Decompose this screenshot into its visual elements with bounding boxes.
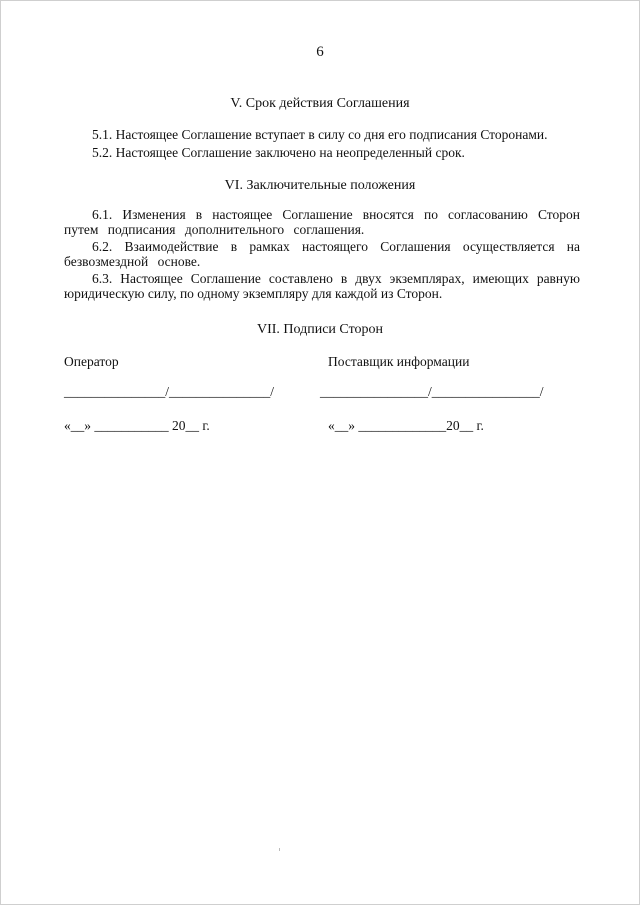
provider-signature-line: ________________/________________/ (320, 384, 544, 399)
provider-date-line: «__» _____________20__ г. (328, 418, 484, 433)
section-5-heading: V. Срок действия Соглашения (230, 96, 410, 111)
operator-label: Оператор (64, 354, 119, 369)
paragraph-5-1 (64, 128, 580, 143)
operator-date-line: «__» ___________ 20__ г. (64, 418, 210, 433)
paragraph-6-2 (64, 240, 580, 269)
paragraph-5-2-text: 5.2. Настоящее Соглашение заключено на неопределенный срок. (92, 145, 465, 160)
paragraph-6-2-text: 6.2. Взаимодействие в рамках настоящего Соглашения осуществляется на безвозмездной основе. (64, 239, 580, 269)
paragraph-5-1-text: 5.1. Настоящее Соглашение вступает в силу со дня его подписания Сторонами. (92, 127, 548, 142)
section-7-heading: VII. Подписи Сторон (256, 322, 384, 337)
paragraph-6-3-text: 6.3. Настоящее Соглашение составлено в двух экземплярах, имеющих равную юридическую силу, по одному экземпляру для каждой из Сторон. (64, 271, 580, 301)
page-number: 6 (316, 44, 324, 60)
provider-label: Поставщик информации (328, 354, 470, 369)
paragraph-6-3 (64, 272, 580, 301)
operator-signature-line: _______________/_______________/ (64, 384, 275, 399)
section-6-heading: VI. Заключительные положения (224, 178, 416, 193)
paragraph-6-1 (64, 208, 580, 237)
paragraph-6-1-text: 6.1. Изменения в настоящее Соглашение вносятся по согласованию Сторон путем подписания дополнительного соглашения. (64, 207, 580, 237)
scan-artifact-dot (279, 848, 280, 851)
paragraph-5-2 (64, 146, 580, 161)
